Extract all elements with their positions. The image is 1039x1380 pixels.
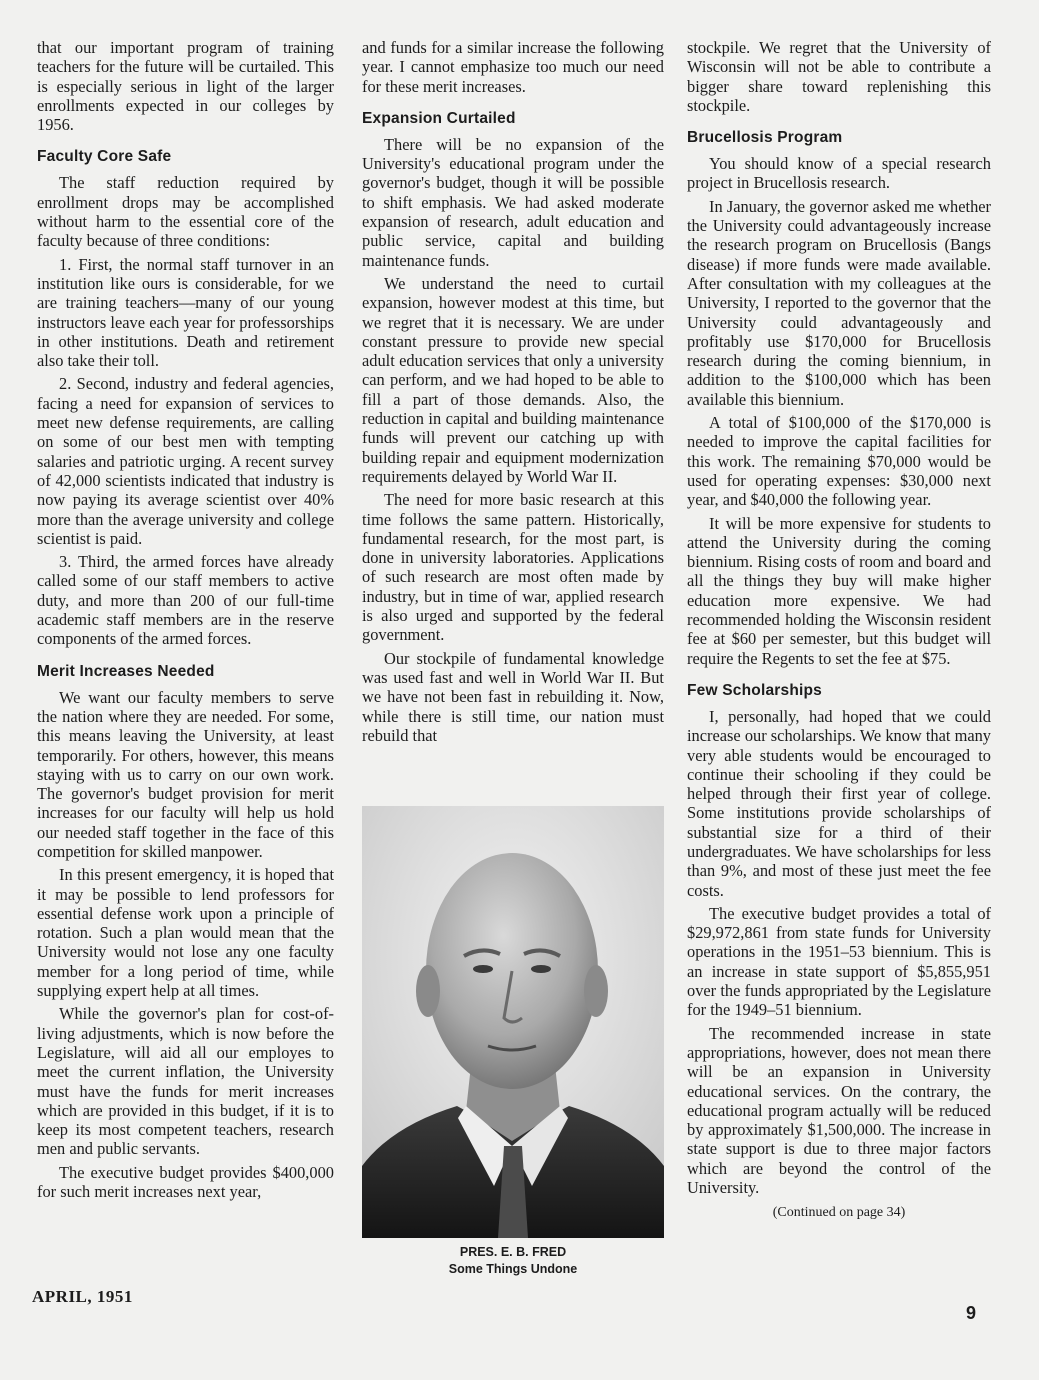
section-heading-faculty-core-safe: Faculty Core Safe [37, 148, 172, 166]
caption-name: PRES. E. B. FRED [459, 1245, 567, 1259]
section-heading-brucellosis-program: Brucellosis Program [687, 129, 843, 147]
section-heading-merit-increases: Merit Increases Needed [37, 662, 215, 680]
caption-subtitle: Some Things Undone [448, 1262, 578, 1276]
paragraph: The need for more basic research at this time follows the same pattern. Historically, fundamental research, for the most part, is done in university laboratories. Applications of such research are most often made by industry, but in time of war, applied research is also urged and supported by the federal government. [362, 490, 664, 645]
paragraph: There will be no expansion of the University's educational program under the governor's budget, though it will be possible to shift emphasis. We had asked moderate expansion of research, adult education and public service, capital and building maintenance funds. [362, 134, 664, 270]
paragraph: I, personally, had hoped that we could increase our scholarships. We know that many very able students would be encouraged to continue their schooling if they could be helped through their first year of college. Some institutions provide scholarships of substantial size for a third of their undergraduates. We have scholarships for less than 9%, and most of these just meet the fee costs. [687, 706, 991, 900]
paragraph: stockpile. We regret that the University of Wisconsin will not be able to contribute a bigger share toward replenishing this stockpile. [687, 38, 991, 115]
paragraph: In this present emergency, it is hoped that it may be possible to lend professors for essential defense work upon a principle of rotation. Such a plan would mean that the University would not lose any one faculty member for a long period of time, while supplying expert help at all times. [37, 865, 334, 1001]
paragraph: Our stockpile of fundamental knowledge was used fast and well in World War II. But we have not been fast in rebuilding it. Now, while there is still time, our nation must rebuild that [362, 648, 664, 745]
paragraph: While the governor's plan for cost-of-living adjustments, which is now before the Legislature, will aid all our employes to meet the current inflation, the University must have the funds for merit increases which are provided in this budget, if it is to keep its most competent teachers, research men and public servants. [37, 1004, 334, 1159]
paragraph: The staff reduction required by enrollment drops may be accomplished without harm to the essential core of the faculty because of three conditions: [37, 173, 334, 251]
paragraph: A total of $100,000 of the $170,000 is needed to improve the capital facilities for this work. The remaining $70,000 would be used for operating expenses: $30,000 next year, and $40,000 the following year. [687, 413, 991, 510]
issue-date: APRIL, 1951 [32, 1287, 133, 1306]
page-number: 9 [966, 1303, 977, 1323]
paragraph: We understand the need to curtail expansion, however modest at this time, but we regret that it is necessary. We are under constant pressure to provide new special adult education services that only a university can perform, and we had hoped to be able to fill a part of those demands. Also, the reduction in capital and building maintenance funds will prevent our catching up with building repair and equipment modernization requirements delayed by World War II. [362, 273, 664, 486]
paragraph: 3. Third, the armed forces have already called some of our staff members to active duty, and more than 200 of our full-time academic staff members are in the reserve components of the armed forces. [37, 552, 334, 649]
paragraph: We want our faculty members to serve the nation where they are needed. For some, this means leaving the University, at least temporarily. For others, however, this means staying with us to carry on our own work. The governor's budget provision for merit increases for our faculty will help us hold our needed staff together in the face of this competition for skilled manpower. [37, 687, 334, 861]
section-heading-expansion-curtailed: Expansion Curtailed [362, 109, 516, 127]
paragraph: You should know of a special research project in Brucellosis research. [687, 154, 991, 193]
paragraph: and funds for a similar increase the following year. I cannot emphasize too much our need for these merit increases. [362, 38, 664, 96]
paragraph: 2. Second, industry and federal agencies, facing a need for expansion of services to meet new defense requirements, are calling on some of our best men with tempting salaries and patriotic urging. A recent survey of 42,000 scientists indicated that industry is now paying its average scientist over 40% more than the average university and college scientist is paid. [37, 374, 334, 548]
continued-note: (Continued on page 34) [772, 1205, 906, 1221]
paragraph: The executive budget provides $400,000 for such merit increases next year, [37, 1162, 334, 1202]
photo-caption [362, 1244, 664, 1278]
paragraph: 1. First, the normal staff turnover in an institution like ours is considerable, for we are training teachers—many of our young instructors leave each year for professorships in other institutions. Death and retirement also take their toll. [37, 254, 334, 371]
paragraph: The recommended increase in state appropriations, however, does not mean there will be an expansion in University educational services. On the contrary, the educational program actually will be reduced by approximately $1,500,000. The increase in state support is due to three major factors which are beyond the control of the University. [687, 1023, 991, 1198]
article-column-1 [37, 38, 334, 1205]
paragraph: The executive budget provides a total of $29,972,861 from state funds for University operations in the 1951–53 biennium. This is an increase in state support of $5,855,951 over the funds appropriated by the Legislature for the 1949–51 biennium. [687, 903, 991, 1020]
portrait-photo [362, 806, 664, 1238]
section-heading-few-scholarships: Few Scholarships [687, 681, 822, 699]
article-column-2 [362, 38, 664, 749]
paragraph: that our important program of training teachers for the future will be curtailed. This is especially serious in light of the larger enrollments expected in our colleges by 1956. [37, 38, 334, 135]
article-column-3 [687, 38, 991, 1227]
paragraph: In January, the governor asked me whether the University could advantageously increase the research program on Brucellosis (Bangs disease) if more funds were made available. After consultation with my colleagues at the University, I reported to the governor that the University could advantageously and profitably use $170,000 for Brucellosis research during the coming biennium, in addition to the $100,000 which has been available this biennium. [687, 196, 991, 409]
paragraph: It will be more expensive for students to attend the University during the coming biennium. Rising costs of room and board and all the things they buy will make higher education more expensive. We had recommended holding the Wisconsin resident fee at $60 per semester, but this budget will require the Regents to set the fee at $75. [687, 513, 991, 668]
